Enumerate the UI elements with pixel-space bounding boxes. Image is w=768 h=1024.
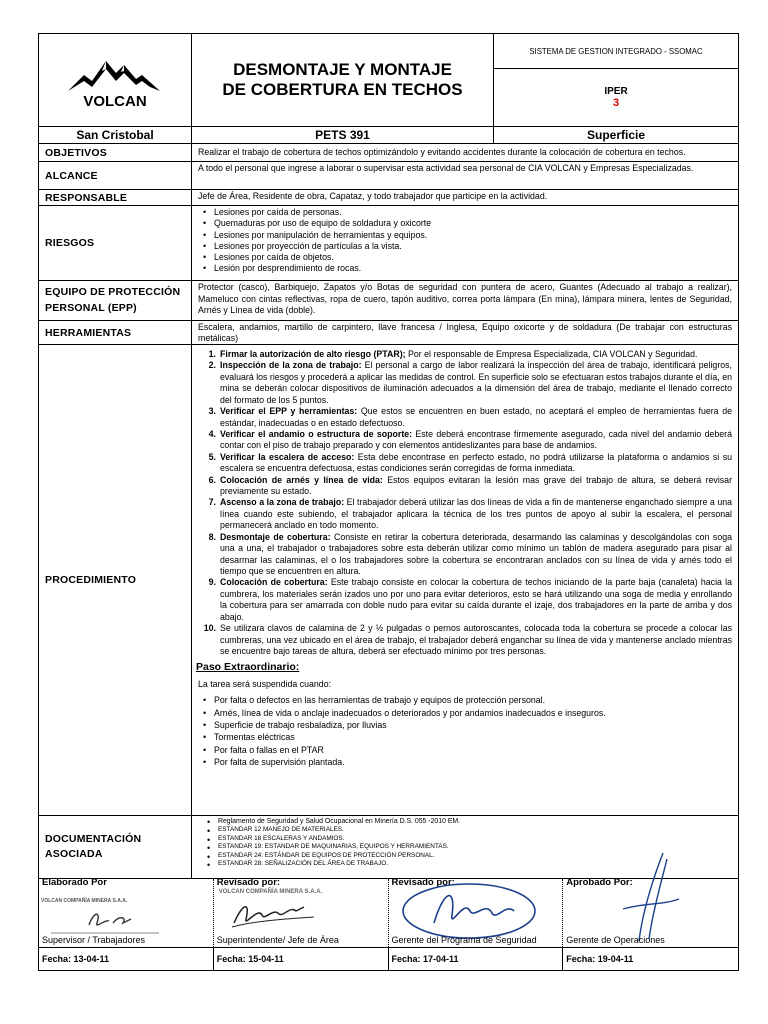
location: San Cristobal	[39, 127, 192, 143]
responsable-row	[39, 190, 738, 206]
epp-label-line-1: EQUIPO DE PROTECCIÓN	[45, 286, 181, 299]
pets-document	[38, 33, 739, 971]
iper-label: IPER	[604, 86, 628, 97]
signature-label: Revisado por:	[216, 877, 281, 888]
title-line-2: DE COBERTURA EN TECHOS	[222, 80, 463, 99]
work-area: Superficie	[586, 128, 646, 142]
suspension-conditions	[198, 694, 732, 768]
alcance-text: A todo el personal que ingrese a laborar o supervisar esta actividad sea personal de CIA VOLCAN y Empresas Especializadas.	[198, 163, 694, 173]
pets-code: PETS 391	[192, 127, 494, 143]
procedure-step: 7. Ascenso a la zona de trabajo: El trabajador deberá utilizar las dos líneas de vida a fin de mantenerse enganchado siempre a una línea cuando este subiendo, el trabajador aplicara la técnica de los tres puntos de apoyo al subir la escalera, el personal permanecerá anclado en todo momento.	[208, 497, 732, 531]
signature-elaborado	[39, 879, 214, 947]
riesgo-item: • Lesiones por manipulación de herramientas y equipos.	[214, 230, 732, 241]
procedimiento-content	[192, 345, 738, 815]
procedimiento-label: PROCEDIMIENTO	[39, 345, 192, 815]
objetivos-row	[39, 144, 738, 162]
epp-text: Protector (casco), Barbiquejo, Zapatos y/o Botas de seguridad con puntera de acero, Guantes (Adecuado al trabajo a realizar), Mameluco con cintas reflectivas, ropa de cuero, tapón auditivo, correa porta lámpara (En mina), lámpara minera, lentes de Seguridad, Arnés y Línea de vida (doble).	[198, 282, 732, 316]
date-elaborado: Fecha: 13-04-11	[39, 948, 214, 970]
procedure-step: 8. Desmontaje de cobertura: Consiste en retirar la cobertura deteriorada, desarmando las calaminas y descolgándolas con soga una a una, el trabajador o trabajadores sobre esta deberán utilizar como mínimo un tablón de madera asegurado para pisar al desarmar las calaminas, el o los trabajadores sobre la cobertura se encontraran anclados con su línea de vida y arnés todo el tiempo que se encuentren en altura.	[208, 531, 732, 577]
signature-role: Superintendente/ Jefe de Área	[216, 935, 339, 945]
responsable-label: RESPONSABLE	[39, 190, 192, 205]
signature-revisado-2	[389, 879, 564, 947]
suspension-item: • Por falta o fallas en el PTAR	[214, 744, 732, 756]
iper-value: 3	[612, 97, 620, 109]
date-row	[39, 948, 738, 970]
procedure-step: 9. Colocación de cobertura: Este trabajo consiste en colocar la cobertura de techos iniciando de la parte baja (canaleta) hacia la cumbrera, los materiales serán izados uno por uno para evitar deterioros, esto se hará utilizando una soga de media y enrollando la cobertura para ser amarrada con doble nudo para evitar su caída durante el izaje, dos trabajadores en la parte de arriba y dos abajo.	[208, 577, 732, 622]
riesgos-label: RIESGOS	[39, 206, 192, 280]
signature-revisado-1	[214, 879, 389, 947]
herramientas-label: HERRAMIENTAS	[39, 321, 192, 344]
procedure-step: 3. Verificar el EPP y herramientas: Que estos se encuentren en buen estado, no aceptará el empleo de herramientas fuera de estándar, inadecuadas o en estado defectuoso.	[208, 406, 733, 428]
extraordinary-step-title: Paso Extraordinario:	[196, 661, 300, 674]
header-meta	[494, 34, 738, 126]
suspension-item: • Arnés, línea de vida o anclaje inadecuados o deteriorados y por andamios inadecuados e inseguros.	[214, 707, 732, 719]
document-title	[192, 34, 494, 126]
svg-text:VOLCAN: VOLCAN	[83, 92, 147, 110]
epp-label	[39, 281, 192, 320]
riesgos-row	[39, 206, 738, 281]
signature-image	[583, 849, 703, 945]
documento-item: • ESTANDAR 12 MANEJO DE MATERIALES.	[218, 826, 732, 835]
signature-label: Elaborado Por	[42, 877, 107, 888]
system-name: SISTEMA DE GESTION INTEGRADO - SSOMAC	[494, 34, 738, 69]
suspension-item: • Por falta o defectos en las herramientas de trabajo y equipos de protección personal.	[214, 694, 732, 706]
suspension-item: • Superficie de trabajo resbaladiza, por lluvias	[214, 719, 732, 731]
responsable-text: Jefe de Área, Residente de obra, Capataz, y todo trabajador que participe en la actividad.	[198, 191, 548, 201]
volcan-logo-mountains	[62, 51, 168, 111]
signature-aprobado	[563, 879, 738, 947]
procedure-step: 1. Firmar la autorización de alto riesgo (PTAR); Por el responsable de Empresa Especializada, CIA VOLCAN y Seguridad.	[208, 349, 698, 359]
objetivos-text: Realizar el trabajo de cobertura de techos optimizándolo y evitando accidentes durante la colocación de cobertura en techos.	[198, 146, 686, 157]
signature-row	[39, 879, 738, 948]
signature-role: Gerente de Operaciones	[566, 935, 665, 945]
documentacion-label	[39, 816, 192, 878]
procedure-step: 5. Verificar la escalera de acceso: Esta debe encontrase en perfecto estado, no podrá utilizarse la plataforma o andamios si su escalera se encuentra defectuosa, estas condiciones serán corregidas de forma inmediata.	[208, 451, 732, 474]
suspension-item: • Tormentas eléctricas	[214, 731, 732, 743]
date-aprobado: Fecha: 19-04-11	[566, 954, 634, 964]
signature-image	[391, 873, 559, 945]
signature-image	[224, 889, 374, 939]
extraordinary-intro: La tarea será suspendida cuando:	[198, 679, 332, 690]
document-header	[39, 34, 738, 127]
epp-label-line-2: PERSONAL (EPP)	[45, 301, 137, 314]
alcance-label: ALCANCE	[39, 162, 192, 189]
riesgo-item: • Lesiones por caída de objetos.	[214, 252, 732, 263]
signature-role: Gerente del Programa de Seguridad	[391, 935, 537, 945]
document-subheader	[39, 127, 738, 144]
procedure-step: 4. Verificar el andamio o estructura de soporte: Este deberá encontrase firmemente asegurado, cada nivel del andamio deberá contar con el piso de trabajo preparado y con elementos antideslizantes para base de andamios.	[208, 428, 732, 451]
company-logo	[39, 34, 192, 127]
signature-label: Revisado por:	[391, 877, 455, 888]
company-stamp: VOLCAN COMPAÑÍA MINERA S.A.A.	[218, 889, 323, 895]
suspension-item: • Por falta de supervisión plantada.	[214, 756, 732, 768]
documentacion-label-line-2: ASOCIADA	[45, 848, 103, 860]
company-stamp: VOLCAN COMPAÑÍA MINERA S.A.A.	[41, 898, 128, 904]
herramientas-text: Escalera, andamios, martillo de carpintero, llave francesa / Inglesa, Equipo oxicorte y de soldadura (De trabajar con estructuras metálicas)	[198, 322, 732, 343]
signature-role: Supervisor / Trabajadores	[42, 935, 146, 945]
riesgo-item: • Lesiones por proyección de partículas a la vista.	[214, 241, 732, 252]
procedimiento-row	[39, 345, 738, 816]
documento-item: • Reglamento de Seguridad y Salud Ocupacional en Minería D.S. 055 -2010 EM.	[218, 817, 732, 826]
procedure-step: 2. Inspección de la zona de trabajo: El personal a cargo de labor realizará la inspección del área de trabajo, identificará peligros, evaluará los riesgos y procederá a aplicar las medidas de control. En superficie solo se efectuaran estos trabajos durante el día, en mina se deberán colocar dispositivos de iluminación adecuados a la dimensión del área de trabajo, mediante el llenado correcto del formato de los 5 puntos.	[208, 360, 732, 405]
iper-box	[494, 69, 738, 126]
documento-item: • ESTANDAR 19: ESTANDAR DE MAQUINARIAS, EQUIPOS Y HERRAMIENTAS.	[218, 843, 732, 852]
documento-item: • ESTANDAR 18 ESCALERAS Y ANDAMIOS.	[218, 835, 732, 844]
signature-image	[49, 889, 199, 939]
riesgo-item: • Lesiones por caída de personas.	[214, 207, 732, 218]
procedure-steps	[198, 349, 732, 657]
riesgo-item: • Lesión por desprendimiento de rocas.	[214, 263, 732, 274]
date-revisado-2: Fecha: 17-04-11	[389, 948, 564, 970]
herramientas-row	[39, 321, 738, 345]
documento-item: • ESTANDAR 28: SEÑALIZACIÓN DEL ÁREA DE TRABAJO.	[218, 860, 732, 869]
date-revisado-1: Fecha: 15-04-11	[214, 948, 389, 970]
objetivos-label: OBJETIVOS	[39, 144, 192, 161]
riesgos-list	[192, 206, 738, 280]
epp-row	[39, 281, 738, 321]
procedure-step: 6. Colocación de arnés y línea de vida: Estos equipos evitaran la lesión mas grave del trabajo de altura, se deberá revisar previamente su estado.	[208, 474, 732, 497]
signature-label: Aprobado Por:	[566, 877, 633, 888]
title-line-1: DESMONTAJE Y MONTAJE	[233, 59, 452, 79]
documentacion-label-line-1: DOCUMENTACIÓN	[45, 832, 142, 845]
riesgo-item: • Quemaduras por uso de equipo de soldadura y oxicorte	[214, 218, 732, 229]
procedure-step: 10. Se utilizara clavos de calamina de 2 y ½ pulgadas o pernos autoroscantes, colocada toda la cobertura se procede a colocar las cumbreras, una vez ubicado en el área de trabajo, el trabajador deberá enganchar su línea de vida y mantenerse anclado mientras se encuentre bajo tareas de altura, deberá ser efectuado mínimo por tres personas.	[203, 623, 732, 656]
documento-item: • ESTANDAR 24: ESTÁNDAR DE EQUIPOS DE PROTECCIÓN PERSONAL.	[218, 852, 732, 861]
alcance-row	[39, 162, 738, 190]
